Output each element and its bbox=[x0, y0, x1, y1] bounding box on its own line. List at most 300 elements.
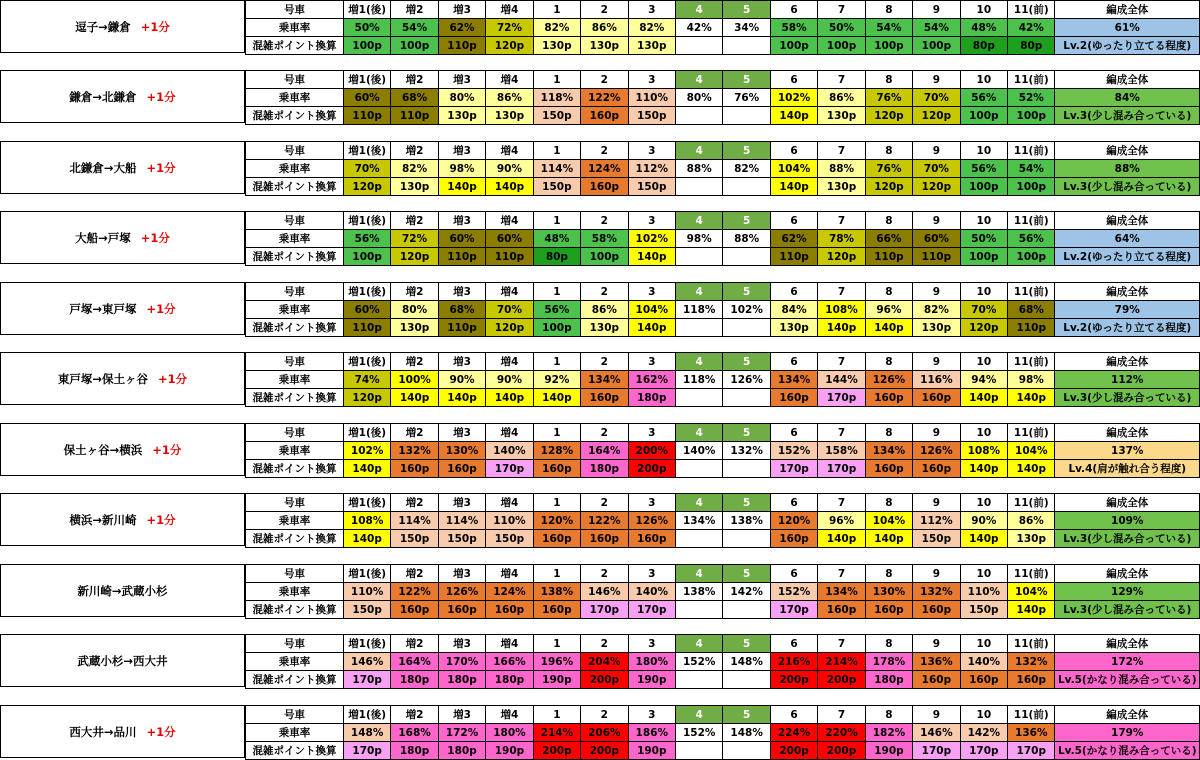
rate-cell: 116% bbox=[913, 371, 960, 389]
car-number: 10 bbox=[960, 494, 1007, 512]
car-number: 1 bbox=[533, 142, 580, 160]
point-cell: 160p bbox=[533, 460, 580, 478]
point-cell: 190p bbox=[865, 742, 912, 760]
row-label: 乗車率 bbox=[246, 301, 344, 319]
car-number: 4 bbox=[675, 635, 722, 653]
point-cell: 160p bbox=[391, 601, 438, 619]
rate-cell: 76% bbox=[865, 160, 912, 178]
point-cell: 130p bbox=[391, 178, 438, 196]
car-number: 1 bbox=[533, 283, 580, 301]
car-number: 4 bbox=[675, 1, 722, 19]
car-number: 6 bbox=[770, 565, 817, 583]
total-rate: 64% bbox=[1055, 230, 1200, 248]
point-cell: 110p bbox=[486, 248, 533, 266]
row-label: 混雑ポイント換算 bbox=[246, 389, 344, 407]
points-row bbox=[246, 389, 1200, 407]
point-cell: 140p bbox=[960, 530, 1007, 548]
rate-row bbox=[246, 301, 1200, 319]
point-cell: 160p bbox=[533, 530, 580, 548]
car-header-row bbox=[246, 283, 1200, 301]
car-number: 増2 bbox=[391, 353, 438, 371]
rate-cell: 102% bbox=[343, 442, 390, 460]
car-number: 9 bbox=[913, 706, 960, 724]
total-rate: 129% bbox=[1055, 583, 1200, 601]
car-number: 8 bbox=[865, 494, 912, 512]
car-number: 2 bbox=[581, 706, 628, 724]
rate-cell: 142% bbox=[960, 724, 1007, 742]
rate-cell: 224% bbox=[770, 724, 817, 742]
point-cell: 160p bbox=[581, 530, 628, 548]
point-cell: 190p bbox=[628, 742, 675, 760]
delay-note: +1分 bbox=[146, 301, 176, 316]
rate-row bbox=[246, 160, 1200, 178]
point-cell: 160p bbox=[913, 671, 960, 689]
car-number: 増1(後) bbox=[343, 494, 390, 512]
section-block bbox=[0, 352, 1200, 406]
rate-cell: 172% bbox=[438, 724, 485, 742]
rate-cell: 88% bbox=[723, 230, 770, 248]
point-cell: 130p bbox=[628, 37, 675, 55]
row-label: 混雑ポイント換算 bbox=[246, 742, 344, 760]
car-number: 4 bbox=[675, 71, 722, 89]
point-cell: 170p bbox=[770, 601, 817, 619]
point-cell: 160p bbox=[770, 389, 817, 407]
rate-cell: 50% bbox=[960, 230, 1007, 248]
rate-cell: 56% bbox=[533, 301, 580, 319]
rate-cell: 94% bbox=[960, 371, 1007, 389]
point-cell: 150p bbox=[628, 107, 675, 125]
rate-cell: 86% bbox=[1008, 512, 1055, 530]
point-cell: 130p bbox=[770, 319, 817, 337]
rate-cell: 80% bbox=[391, 301, 438, 319]
rate-cell: 112% bbox=[913, 512, 960, 530]
point-cell: 160p bbox=[533, 601, 580, 619]
rate-cell: 170% bbox=[438, 653, 485, 671]
point-cell: 120p bbox=[865, 107, 912, 125]
car-number: 7 bbox=[818, 494, 865, 512]
car-number: 3 bbox=[628, 565, 675, 583]
row-label: 号車 bbox=[246, 494, 344, 512]
point-cell: 200p bbox=[581, 671, 628, 689]
point-cell bbox=[675, 107, 722, 125]
rate-cell: 54% bbox=[391, 19, 438, 37]
rate-row bbox=[246, 442, 1200, 460]
rate-cell: 104% bbox=[1008, 442, 1055, 460]
level-cell: Lv.3(少し混み合っている) bbox=[1055, 107, 1200, 125]
section-block bbox=[0, 70, 1200, 124]
point-cell: 180p bbox=[391, 742, 438, 760]
rate-cell: 134% bbox=[770, 371, 817, 389]
section-name: 北鎌倉→大船 bbox=[69, 160, 137, 175]
car-number: 11(前) bbox=[1008, 71, 1055, 89]
row-label: 混雑ポイント換算 bbox=[246, 319, 344, 337]
point-cell bbox=[675, 319, 722, 337]
car-number: 8 bbox=[865, 353, 912, 371]
car-number: 増4 bbox=[486, 212, 533, 230]
car-number: 増3 bbox=[438, 212, 485, 230]
car-number: 9 bbox=[913, 283, 960, 301]
section-label bbox=[0, 705, 245, 758]
rate-cell: 126% bbox=[628, 512, 675, 530]
point-cell: 200p bbox=[818, 742, 865, 760]
car-header-row bbox=[246, 565, 1200, 583]
car-number: 増4 bbox=[486, 1, 533, 19]
point-cell: 130p bbox=[818, 178, 865, 196]
row-label: 乗車率 bbox=[246, 442, 344, 460]
total-rate: 79% bbox=[1055, 301, 1200, 319]
point-cell: 160p bbox=[865, 460, 912, 478]
rate-cell: 200% bbox=[628, 442, 675, 460]
rate-cell: 68% bbox=[438, 301, 485, 319]
rate-cell: 88% bbox=[818, 160, 865, 178]
point-cell: 160p bbox=[913, 389, 960, 407]
point-cell: 150p bbox=[391, 530, 438, 548]
point-cell: 140p bbox=[960, 389, 1007, 407]
point-cell: 160p bbox=[486, 601, 533, 619]
car-header-row bbox=[246, 212, 1200, 230]
rate-cell: 88% bbox=[675, 160, 722, 178]
point-cell: 110p bbox=[438, 319, 485, 337]
rate-cell: 72% bbox=[486, 19, 533, 37]
rate-cell: 164% bbox=[391, 653, 438, 671]
points-row bbox=[246, 319, 1200, 337]
level-cell: Lv.5(かなり混み合っている) bbox=[1055, 671, 1200, 689]
delay-note: +1分 bbox=[140, 19, 170, 34]
rate-cell: 58% bbox=[770, 19, 817, 37]
point-cell: 130p bbox=[581, 319, 628, 337]
rate-cell: 114% bbox=[438, 512, 485, 530]
delay-note: +1分 bbox=[152, 442, 182, 457]
rate-cell: 134% bbox=[865, 442, 912, 460]
car-number: 11(前) bbox=[1008, 212, 1055, 230]
total-header: 編成全体 bbox=[1055, 706, 1200, 724]
rate-row bbox=[246, 512, 1200, 530]
point-cell: 110p bbox=[343, 107, 390, 125]
car-number: 10 bbox=[960, 565, 1007, 583]
rate-cell: 220% bbox=[818, 724, 865, 742]
rate-cell: 142% bbox=[723, 583, 770, 601]
rate-cell: 162% bbox=[628, 371, 675, 389]
point-cell: 100p bbox=[1008, 248, 1055, 266]
car-header-row bbox=[246, 494, 1200, 512]
car-number: 6 bbox=[770, 424, 817, 442]
point-cell: 130p bbox=[913, 319, 960, 337]
rate-cell: 126% bbox=[723, 371, 770, 389]
rate-cell: 58% bbox=[581, 230, 628, 248]
rate-cell: 110% bbox=[486, 512, 533, 530]
car-number: 増1(後) bbox=[343, 565, 390, 583]
car-number: 6 bbox=[770, 635, 817, 653]
point-cell: 120p bbox=[913, 178, 960, 196]
section-table bbox=[245, 141, 1200, 196]
car-number: 増2 bbox=[391, 283, 438, 301]
point-cell: 160p bbox=[818, 601, 865, 619]
car-number: 増1(後) bbox=[343, 353, 390, 371]
rate-cell: 148% bbox=[343, 724, 390, 742]
point-cell: 170p bbox=[628, 601, 675, 619]
rate-cell: 50% bbox=[343, 19, 390, 37]
rate-cell: 214% bbox=[533, 724, 580, 742]
rate-cell: 72% bbox=[391, 230, 438, 248]
car-number: 4 bbox=[675, 212, 722, 230]
car-number: 5 bbox=[723, 706, 770, 724]
point-cell: 180p bbox=[865, 671, 912, 689]
rate-cell: 98% bbox=[675, 230, 722, 248]
rate-cell: 96% bbox=[818, 512, 865, 530]
point-cell: 140p bbox=[486, 178, 533, 196]
point-cell: 100p bbox=[770, 37, 817, 55]
car-number: 1 bbox=[533, 494, 580, 512]
point-cell: 120p bbox=[960, 319, 1007, 337]
row-label: 号車 bbox=[246, 1, 344, 19]
point-cell: 130p bbox=[533, 37, 580, 55]
section-table bbox=[245, 0, 1200, 55]
rate-cell: 86% bbox=[581, 19, 628, 37]
point-cell: 200p bbox=[770, 742, 817, 760]
rate-cell: 152% bbox=[770, 442, 817, 460]
point-cell: 120p bbox=[343, 178, 390, 196]
car-number: 10 bbox=[960, 212, 1007, 230]
car-number: 増1(後) bbox=[343, 71, 390, 89]
point-cell: 140p bbox=[865, 530, 912, 548]
point-cell: 200p bbox=[533, 742, 580, 760]
car-number: 増3 bbox=[438, 283, 485, 301]
row-label: 乗車率 bbox=[246, 371, 344, 389]
rate-cell: 178% bbox=[865, 653, 912, 671]
point-cell: 100p bbox=[1008, 107, 1055, 125]
row-label: 混雑ポイント換算 bbox=[246, 37, 344, 55]
point-cell: 80p bbox=[533, 248, 580, 266]
section-table bbox=[245, 282, 1200, 337]
point-cell: 160p bbox=[581, 107, 628, 125]
car-number: 11(前) bbox=[1008, 1, 1055, 19]
rate-cell: 118% bbox=[675, 301, 722, 319]
car-number: 2 bbox=[581, 212, 628, 230]
row-label: 乗車率 bbox=[246, 89, 344, 107]
car-header-row bbox=[246, 353, 1200, 371]
rate-cell: 180% bbox=[486, 724, 533, 742]
rate-cell: 186% bbox=[628, 724, 675, 742]
rate-cell: 122% bbox=[581, 89, 628, 107]
car-number: 9 bbox=[913, 142, 960, 160]
point-cell: 100p bbox=[581, 248, 628, 266]
point-cell: 170p bbox=[343, 742, 390, 760]
car-number: 増4 bbox=[486, 635, 533, 653]
point-cell bbox=[675, 178, 722, 196]
car-number: 増4 bbox=[486, 71, 533, 89]
points-row bbox=[246, 601, 1200, 619]
point-cell: 150p bbox=[486, 530, 533, 548]
car-number: 増3 bbox=[438, 565, 485, 583]
point-cell: 170p bbox=[818, 460, 865, 478]
point-cell: 190p bbox=[486, 742, 533, 760]
car-number: 3 bbox=[628, 283, 675, 301]
point-cell: 160p bbox=[913, 601, 960, 619]
point-cell: 100p bbox=[865, 37, 912, 55]
section-name: 西大井→品川 bbox=[69, 724, 137, 739]
car-number: 1 bbox=[533, 706, 580, 724]
car-number: 7 bbox=[818, 71, 865, 89]
point-cell bbox=[675, 460, 722, 478]
point-cell: 80p bbox=[960, 37, 1007, 55]
point-cell: 200p bbox=[770, 671, 817, 689]
total-rate: 84% bbox=[1055, 89, 1200, 107]
point-cell: 160p bbox=[960, 671, 1007, 689]
rate-cell: 90% bbox=[438, 371, 485, 389]
rate-cell: 60% bbox=[343, 301, 390, 319]
total-header: 編成全体 bbox=[1055, 142, 1200, 160]
rate-cell: 90% bbox=[486, 160, 533, 178]
rate-cell: 70% bbox=[960, 301, 1007, 319]
total-header: 編成全体 bbox=[1055, 71, 1200, 89]
car-number: 9 bbox=[913, 635, 960, 653]
rate-cell: 146% bbox=[913, 724, 960, 742]
rate-cell: 132% bbox=[913, 583, 960, 601]
delay-note: +1分 bbox=[158, 371, 188, 386]
point-cell: 100p bbox=[1008, 178, 1055, 196]
car-number: 8 bbox=[865, 565, 912, 583]
car-number: 9 bbox=[913, 565, 960, 583]
total-header: 編成全体 bbox=[1055, 1, 1200, 19]
car-number: 6 bbox=[770, 1, 817, 19]
rate-cell: 104% bbox=[770, 160, 817, 178]
rate-cell: 140% bbox=[960, 653, 1007, 671]
car-number: 増2 bbox=[391, 71, 438, 89]
car-number: 増2 bbox=[391, 212, 438, 230]
point-cell: 140p bbox=[960, 460, 1007, 478]
point-cell: 180p bbox=[486, 671, 533, 689]
car-number: 1 bbox=[533, 353, 580, 371]
car-number: 5 bbox=[723, 565, 770, 583]
rate-cell: 180% bbox=[628, 653, 675, 671]
point-cell: 140p bbox=[628, 319, 675, 337]
car-number: 増2 bbox=[391, 424, 438, 442]
rate-cell: 140% bbox=[628, 583, 675, 601]
points-row bbox=[246, 37, 1200, 55]
level-cell: Lv.2(ゆったり立てる程度) bbox=[1055, 319, 1200, 337]
car-number: 増2 bbox=[391, 565, 438, 583]
row-label: 号車 bbox=[246, 565, 344, 583]
point-cell: 170p bbox=[343, 671, 390, 689]
point-cell: 140p bbox=[533, 389, 580, 407]
rate-cell: 70% bbox=[486, 301, 533, 319]
car-number: 8 bbox=[865, 1, 912, 19]
rate-cell: 114% bbox=[391, 512, 438, 530]
section-block bbox=[0, 423, 1200, 477]
rate-cell: 48% bbox=[533, 230, 580, 248]
row-label: 乗車率 bbox=[246, 724, 344, 742]
car-number: 増4 bbox=[486, 565, 533, 583]
rate-cell: 140% bbox=[486, 442, 533, 460]
car-number: 11(前) bbox=[1008, 142, 1055, 160]
point-cell bbox=[675, 742, 722, 760]
point-cell: 140p bbox=[770, 178, 817, 196]
rate-cell: 100% bbox=[391, 371, 438, 389]
car-number: 8 bbox=[865, 283, 912, 301]
car-number: 4 bbox=[675, 142, 722, 160]
point-cell: 100p bbox=[960, 248, 1007, 266]
rate-cell: 54% bbox=[865, 19, 912, 37]
car-number: 1 bbox=[533, 212, 580, 230]
car-number: 11(前) bbox=[1008, 565, 1055, 583]
car-number: 7 bbox=[818, 1, 865, 19]
point-cell: 100p bbox=[343, 248, 390, 266]
point-cell bbox=[675, 601, 722, 619]
total-header: 編成全体 bbox=[1055, 353, 1200, 371]
rate-cell: 134% bbox=[818, 583, 865, 601]
rate-cell: 120% bbox=[770, 512, 817, 530]
car-number: 増3 bbox=[438, 71, 485, 89]
car-number: 増3 bbox=[438, 424, 485, 442]
car-number: 6 bbox=[770, 71, 817, 89]
row-label: 号車 bbox=[246, 212, 344, 230]
section-name: 保土ヶ谷→横浜 bbox=[63, 442, 143, 457]
rate-row bbox=[246, 583, 1200, 601]
point-cell: 140p bbox=[438, 389, 485, 407]
point-cell: 190p bbox=[533, 671, 580, 689]
car-number: 3 bbox=[628, 142, 675, 160]
rate-cell: 56% bbox=[343, 230, 390, 248]
point-cell: 110p bbox=[1008, 319, 1055, 337]
car-header-row bbox=[246, 142, 1200, 160]
section-block bbox=[0, 141, 1200, 195]
car-number: 6 bbox=[770, 142, 817, 160]
rate-cell: 102% bbox=[770, 89, 817, 107]
car-number: 2 bbox=[581, 494, 628, 512]
rate-cell: 128% bbox=[533, 442, 580, 460]
car-number: 3 bbox=[628, 212, 675, 230]
rate-cell: 148% bbox=[723, 653, 770, 671]
car-number: 7 bbox=[818, 142, 865, 160]
rate-cell: 168% bbox=[391, 724, 438, 742]
rate-cell: 54% bbox=[1008, 160, 1055, 178]
car-number: 3 bbox=[628, 353, 675, 371]
point-cell: 180p bbox=[628, 389, 675, 407]
car-number: 3 bbox=[628, 71, 675, 89]
car-number: 9 bbox=[913, 212, 960, 230]
car-number: 7 bbox=[818, 424, 865, 442]
car-number: 2 bbox=[581, 1, 628, 19]
rate-cell: 110% bbox=[343, 583, 390, 601]
point-cell: 140p bbox=[438, 178, 485, 196]
car-number: 6 bbox=[770, 706, 817, 724]
car-number: 増3 bbox=[438, 494, 485, 512]
total-rate: 172% bbox=[1055, 653, 1200, 671]
car-number: 7 bbox=[818, 706, 865, 724]
point-cell: 120p bbox=[486, 319, 533, 337]
point-cell: 130p bbox=[438, 107, 485, 125]
point-cell bbox=[723, 601, 770, 619]
rate-cell: 140% bbox=[675, 442, 722, 460]
point-cell: 130p bbox=[581, 37, 628, 55]
row-label: 乗車率 bbox=[246, 19, 344, 37]
car-number: 7 bbox=[818, 565, 865, 583]
section-label bbox=[0, 634, 245, 687]
point-cell bbox=[675, 37, 722, 55]
car-number: 増2 bbox=[391, 1, 438, 19]
total-rate: 61% bbox=[1055, 19, 1200, 37]
point-cell bbox=[723, 107, 770, 125]
section-label bbox=[0, 141, 245, 194]
rate-cell: 124% bbox=[486, 583, 533, 601]
car-number: 10 bbox=[960, 424, 1007, 442]
car-number: 1 bbox=[533, 1, 580, 19]
point-cell: 150p bbox=[533, 178, 580, 196]
row-label: 乗車率 bbox=[246, 512, 344, 530]
car-number: 増3 bbox=[438, 706, 485, 724]
car-number: 2 bbox=[581, 283, 628, 301]
section-block bbox=[0, 0, 1200, 54]
